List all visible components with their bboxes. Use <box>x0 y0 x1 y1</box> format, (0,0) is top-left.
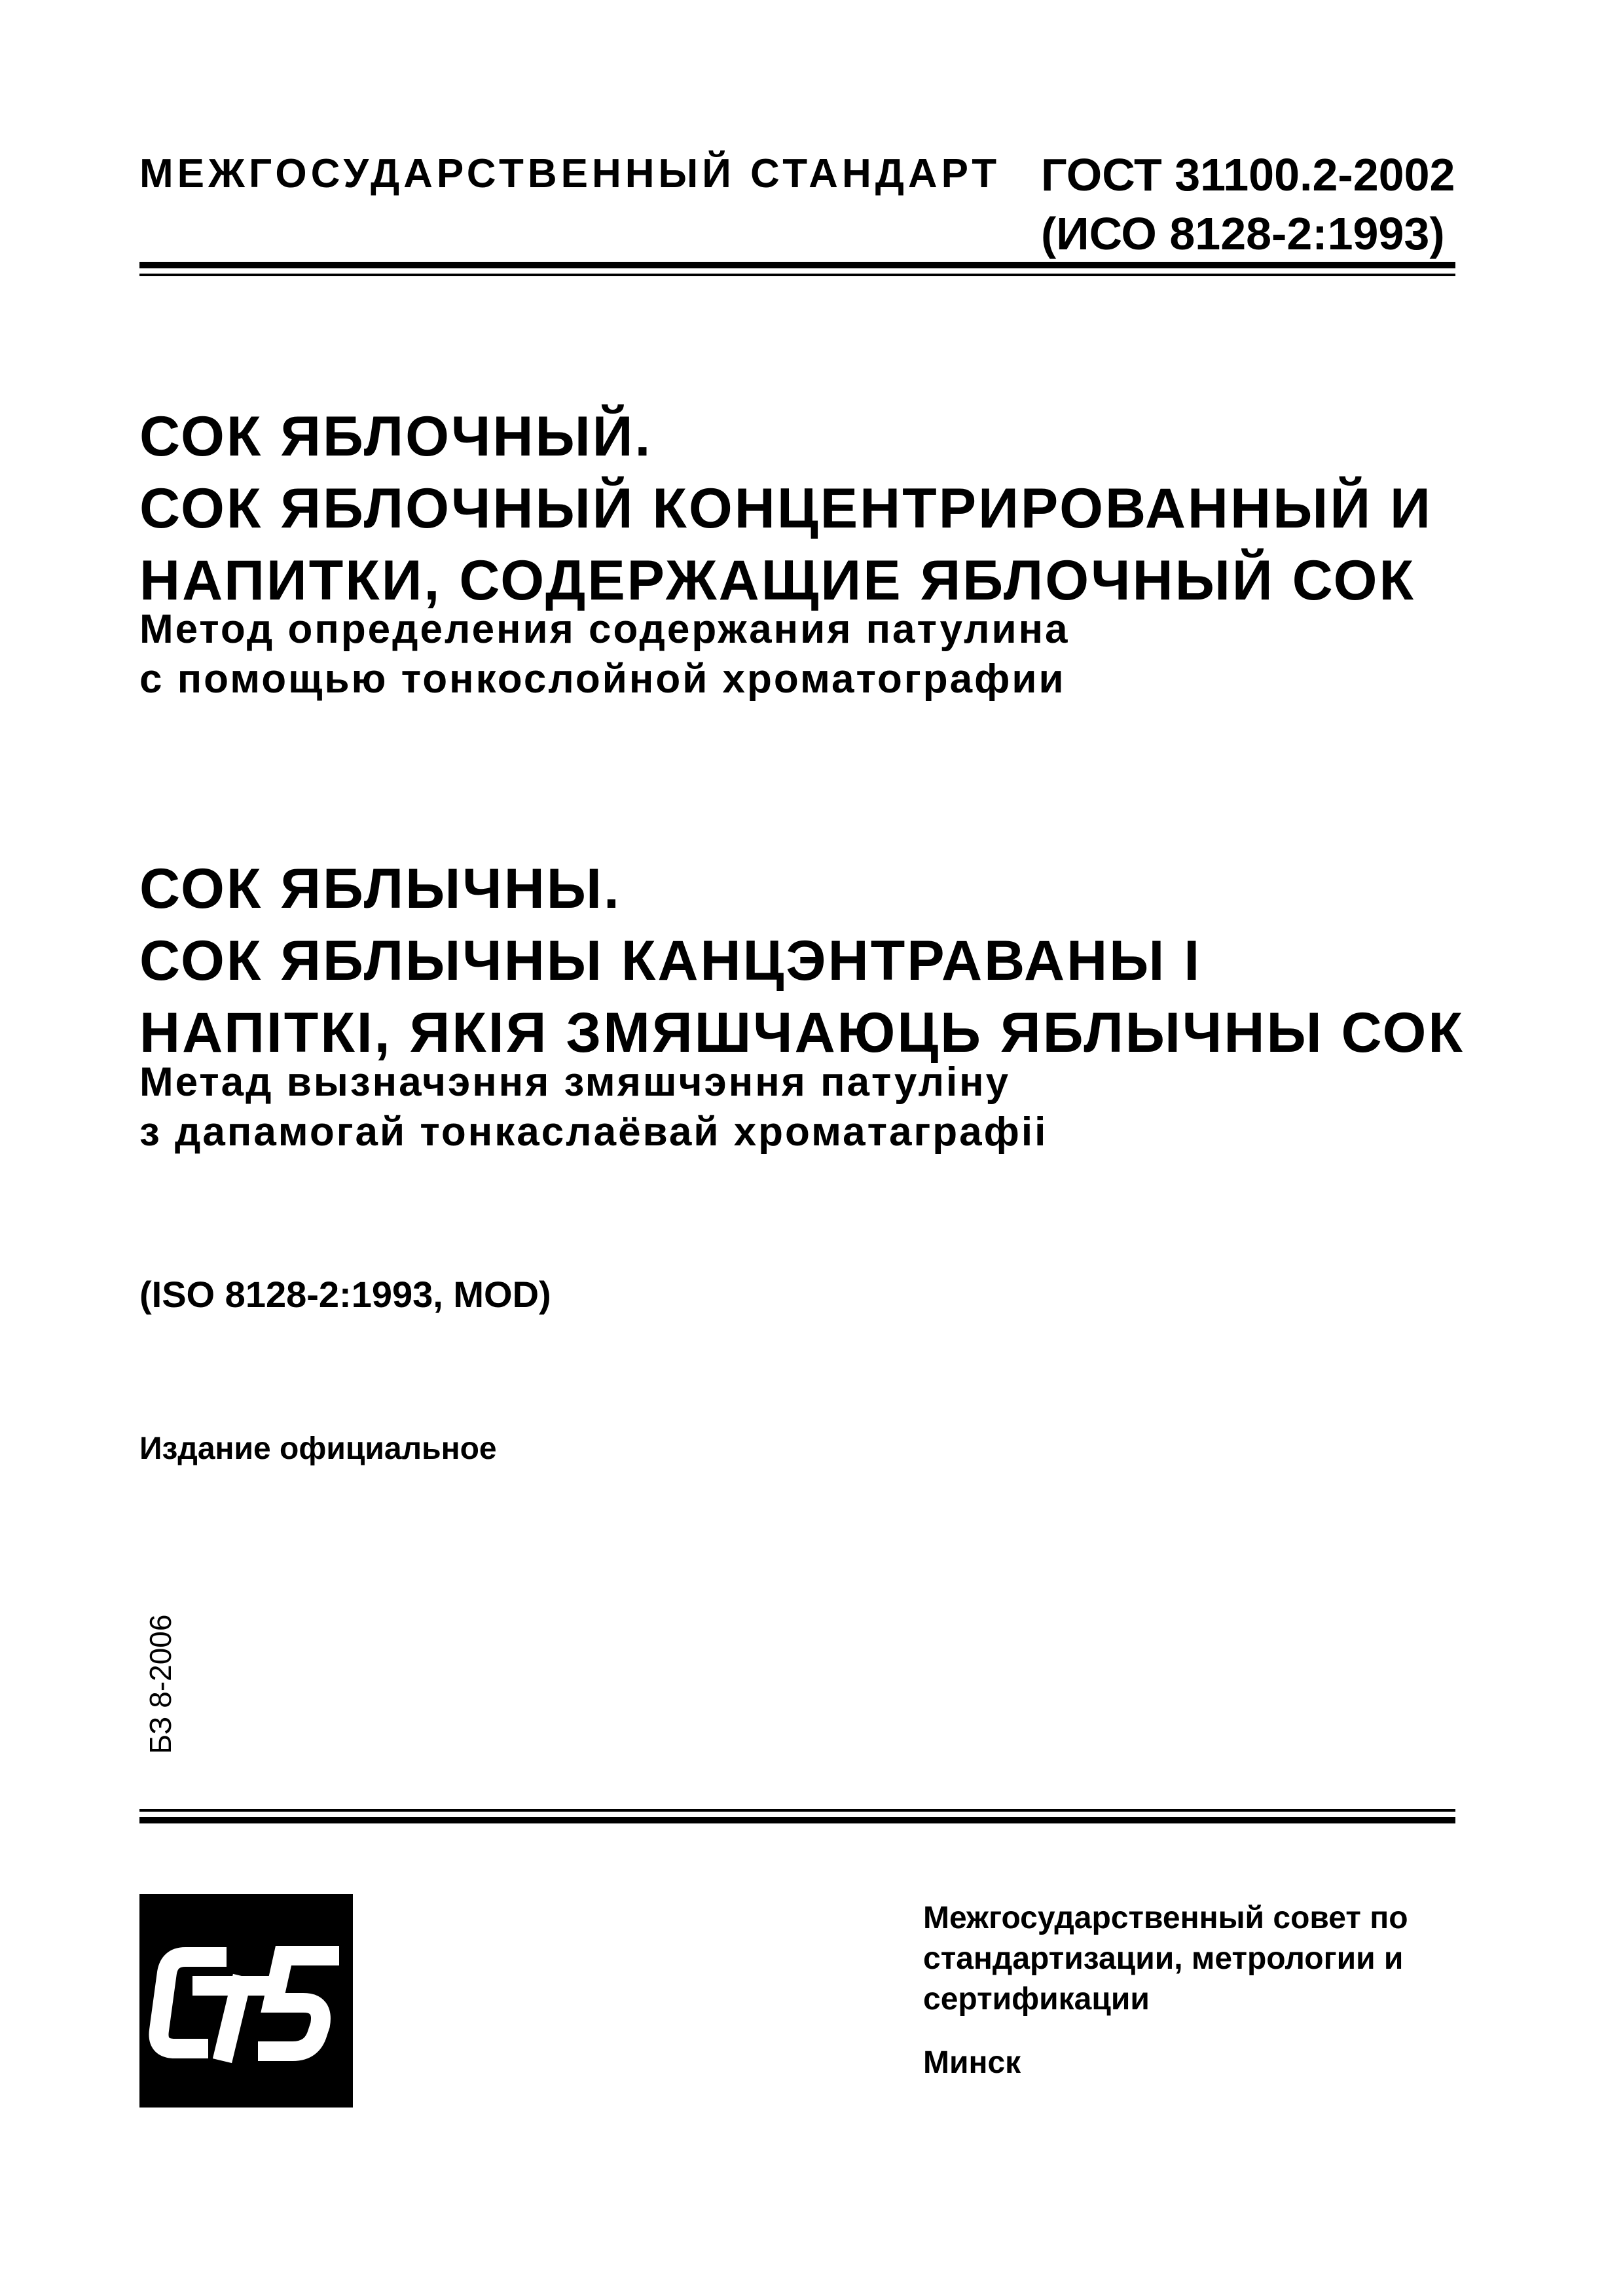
publisher-line: стандартизации, метрологии и <box>923 1941 1404 1976</box>
subtitle-russian <box>139 605 1070 704</box>
subtitle-line: з дапамогай тонкаслаёвай хроматаграфіі <box>139 1109 1048 1155</box>
subtitle-line: Метод определения содержания патулина <box>139 607 1070 652</box>
title-line: СОК ЯБЛОЧНЫЙ КОНЦЕНТРИРОВАННЫЙ И <box>139 477 1432 540</box>
header-rule-thick <box>139 262 1455 268</box>
footer-rule-thick <box>139 1817 1455 1823</box>
subtitle-belarusian <box>139 1058 1048 1157</box>
subtitle-line: Метад вызначэння змяшчэння патуліну <box>139 1060 1011 1105</box>
subtitle-line: с помощью тонкослойной хроматографии <box>139 656 1066 702</box>
title-russian <box>139 401 1432 617</box>
iso-number: (ИСО 8128-2:1993) <box>1041 208 1445 259</box>
standard-designation <box>1041 145 1455 263</box>
title-line: НАПІТКІ, ЯКІЯ ЗМЯШЧАЮЦЬ ЯБЛЫЧНЫ СОК <box>139 1001 1465 1064</box>
title-line: СОК ЯБЛЫЧНЫ. <box>139 857 621 920</box>
standard-type: МЕЖГОСУДАРСТВЕННЫЙ СТАНДАРТ <box>139 151 1001 196</box>
registration-stamp: БЗ 8-2006 <box>143 1614 177 1754</box>
gost-number: ГОСТ 31100.2-2002 <box>1041 149 1455 200</box>
edition-label: Издание официальное <box>139 1431 497 1466</box>
title-line: СОК ЯБЛОЧНЫЙ. <box>139 405 653 468</box>
header-rule-thin <box>139 274 1455 276</box>
iso-reference: (ISO 8128-2:1993, MOD) <box>139 1274 551 1315</box>
title-belarusian <box>139 853 1465 1069</box>
title-line: НАПИТКИ, СОДЕРЖАЩИЕ ЯБЛОЧНЫЙ СОК <box>139 549 1415 612</box>
stb-logo-icon <box>139 1894 353 2108</box>
publisher-line: сертификации <box>923 1982 1150 2017</box>
title-line: СОК ЯБЛЫЧНЫ КАНЦЭНТРАВАНЫ І <box>139 929 1202 992</box>
publisher-city: Минск <box>923 2045 1021 2080</box>
publisher-name <box>923 1898 1408 2020</box>
footer-rule-thin <box>139 1809 1455 1812</box>
publisher-line: Межгосударственный совет по <box>923 1901 1408 1935</box>
